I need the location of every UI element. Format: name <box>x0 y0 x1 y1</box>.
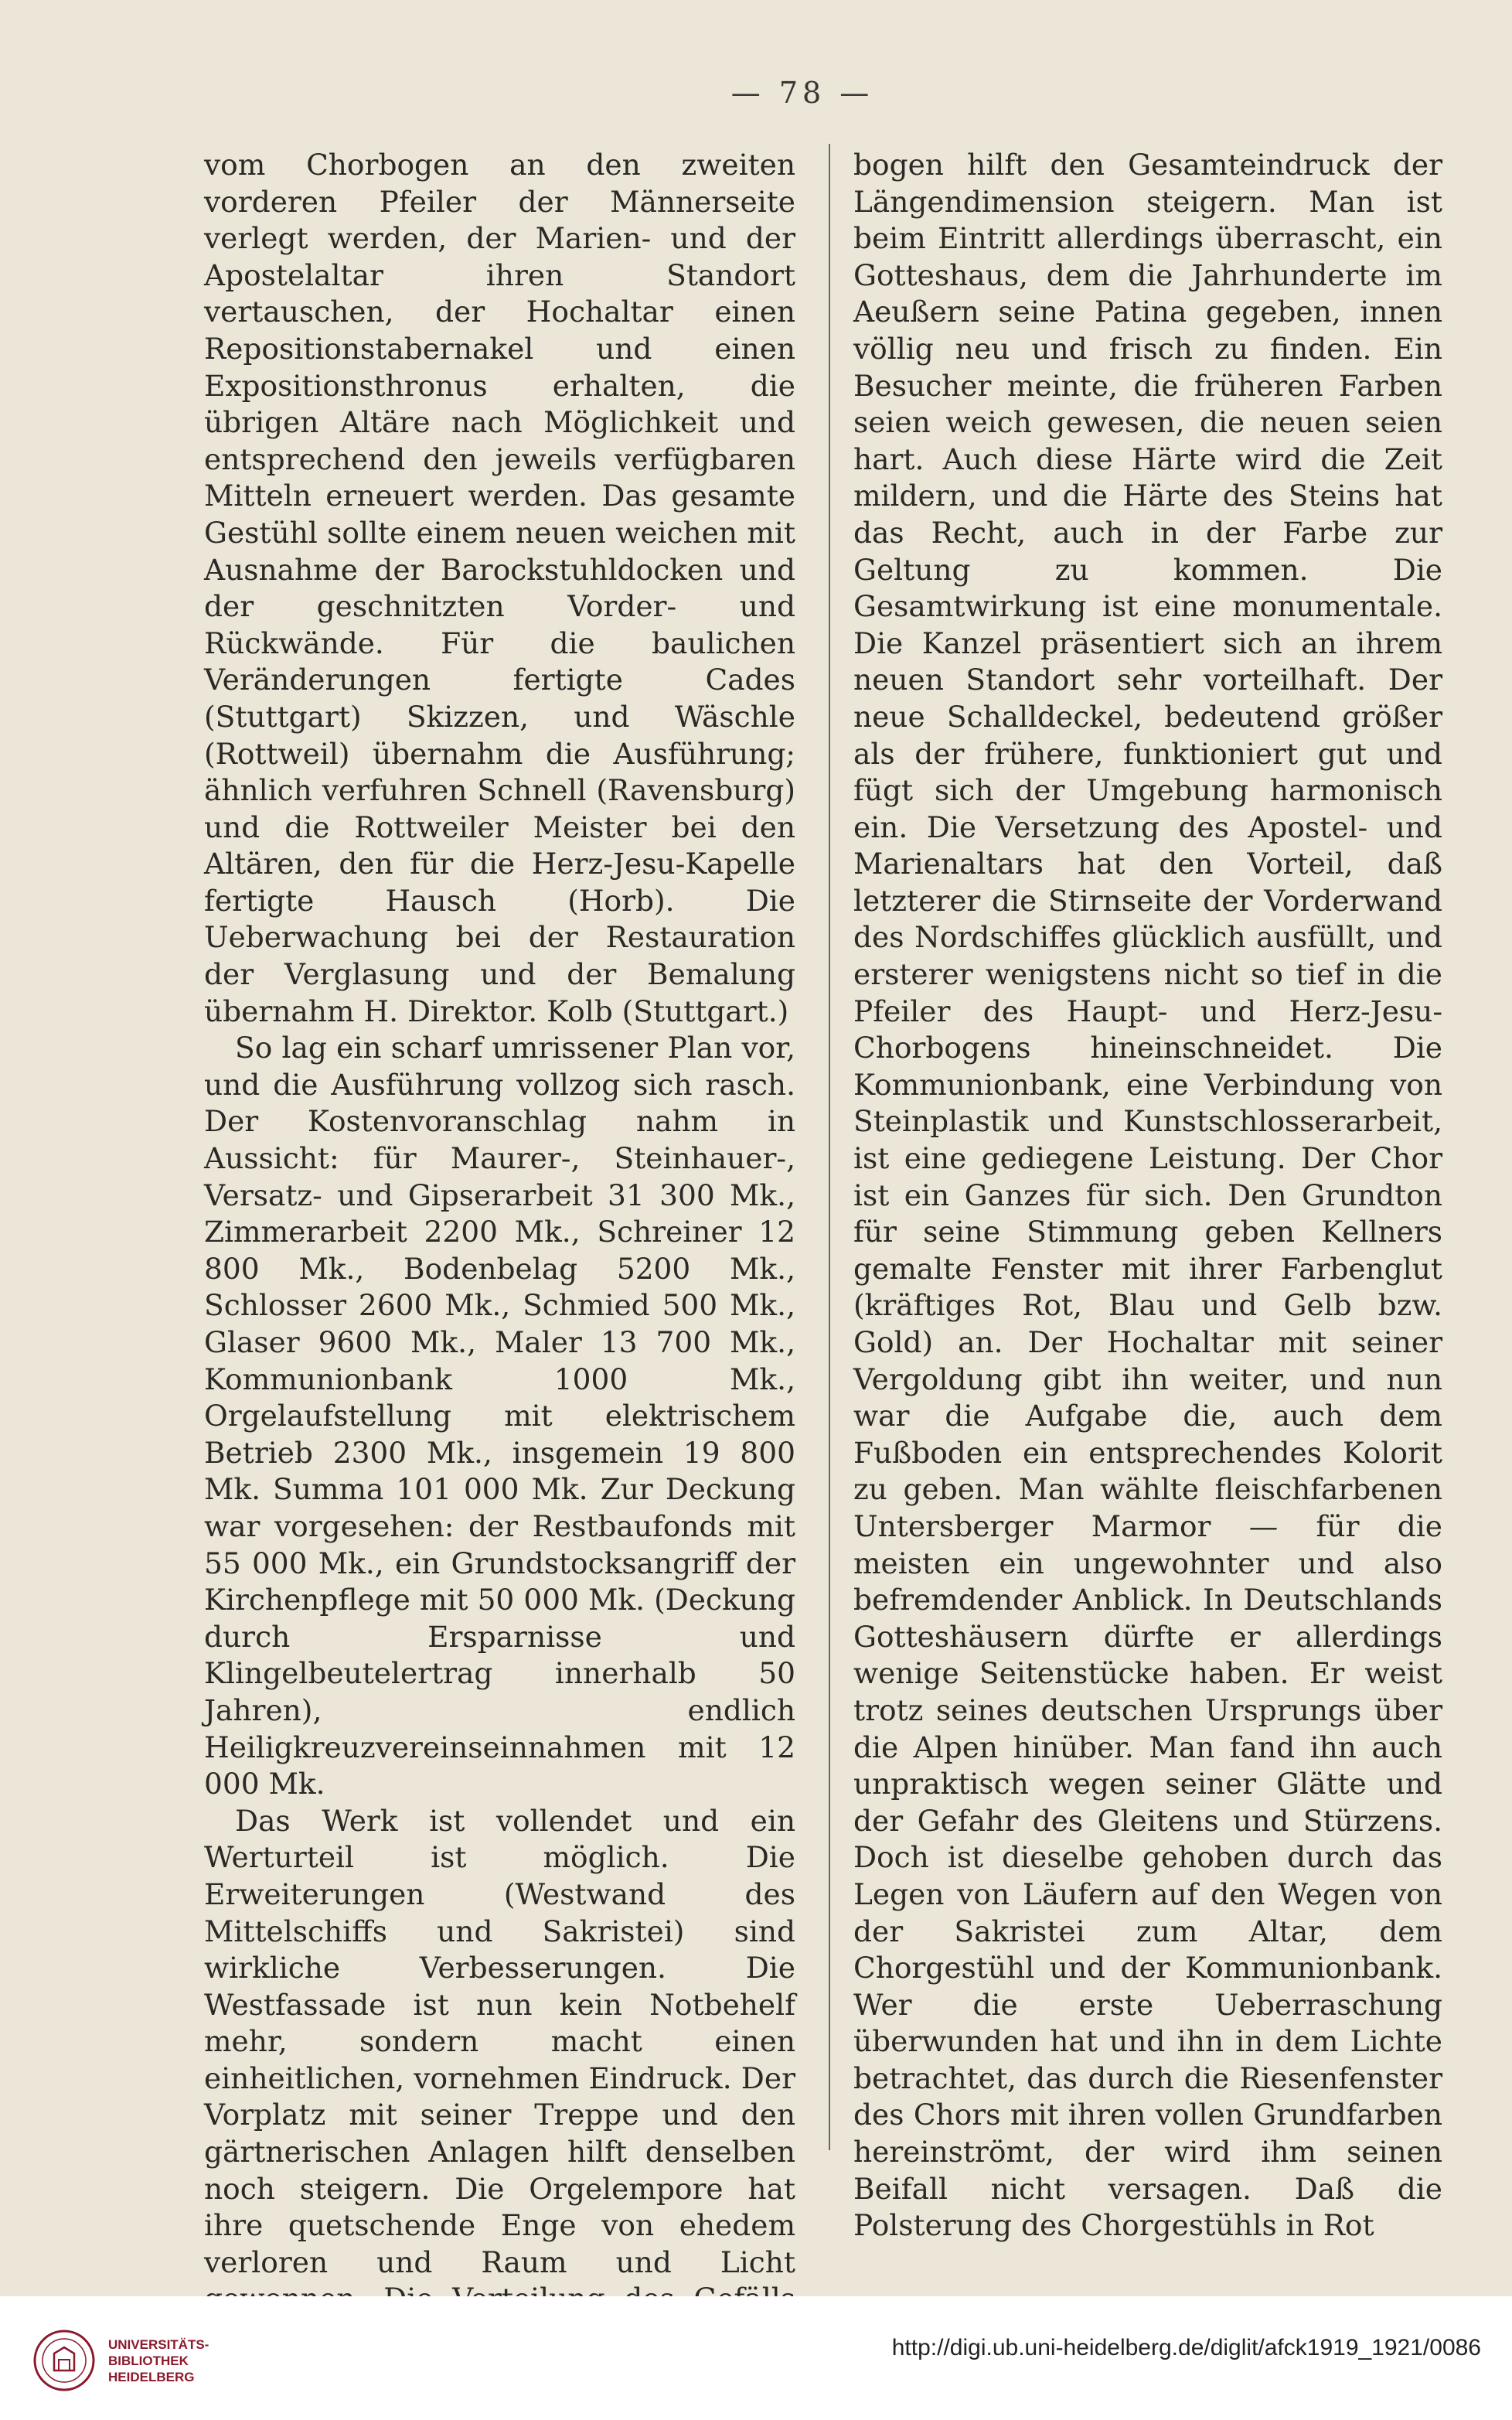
library-name-line: BIBLIOTHEK <box>108 2354 189 2368</box>
left-column <box>204 147 795 2279</box>
library-name-line: HEIDELBERG <box>108 2370 195 2384</box>
library-name-line: UNIVERSITÄTS- <box>108 2337 209 2352</box>
paragraph: vom Chorbogen an den zweiten vorderen Pfeiler der Männerseite verlegt werden, der Marien- und der Apostelaltar ihren Standort vertauschen, der Hochaltar einen Repositionstabernakel und einen Expositionsthronus erhalten, die übrigen Altäre nach Möglichkeit und entsprechend den jeweils verfügbaren Mitteln erneuert werden. Das gesamte Gestühl sollte einem neuen weichen mit Ausnahme der Barockstuhldocken und der geschnitzten Vorder- und Rückwände. Für die baulichen Veränderungen fertigte Cades (Stuttgart) Skizzen, und Wäschle (Rottweil) übernahm die Ausführung; ähnlich verfuhren Schnell (Ravensburg) und die Rottweiler Meister bei den Altären, den für die Herz-Jesu-Kapelle fertigte Hausch (Horb). Die Ueberwachung bei der Restauration der Verglasung und der Bemalung übernahm H. Direktor. Kolb (Stuttgart.) <box>204 148 795 1028</box>
paragraph: So lag ein scharf umrissener Plan vor, und die Ausführung vollzog sich rasch. Der Kostenvoranschlag nahm in Aussicht: für Maurer-, Steinhauer-, Versatz- und Gipserarbeit 31 300 Mk., Zimmerarbeit 2200 Mk., Schreiner 12 800 Mk., Bodenbelag 5200 Mk., Schlosser 2600 Mk., Schmied 500 Mk., Glaser 9600 Mk., Maler 13 700 Mk., Kommunionbank 1000 Mk., Orgelaufstellung mit elektrischem Betrieb 2300 Mk., insgemein 19 800 Mk. Summa 101 000 Mk. Zur Deckung war vorgesehen: der Restbaufonds mit 55 000 Mk., ein Grundstocksangriff der Kirchenpflege mit 50 000 Mk. (Deckung durch Ersparnisse und Klingelbeutelertrag innerhalb 50 Jahren), endlich Heiligkreuzvereinseinnahmen mit 12 000 Mk. <box>204 1031 795 1801</box>
paragraph: Das Werk ist vollendet und ein Werturteil ist möglich. Die Erweiterungen (Westwand des Mittelschiffs und Sakristei) sind wirkliche Verbesserungen. Die Westfassade ist nun kein Notbehelf mehr, sondern macht einen einheitlichen, vornehmen Eindruck. Der Vorplatz mit seiner Treppe und den gärtnerischen Anlagen hilft denselben noch steigern. Die Orgelempore hat ihre quetschende Enge von ehedem verloren und Raum und Licht <box>204 1803 795 2279</box>
library-name <box>108 2336 209 2385</box>
page-number: — 78 — <box>730 76 874 110</box>
university-seal-icon <box>31 2327 97 2394</box>
right-column <box>853 147 1442 2243</box>
footer-bar <box>0 2296 1512 2420</box>
paragraph: bogen hilft den Gesamteindruck der Längendimension steigern. Man ist beim Eintritt allerdings überrascht, ein Gotteshaus, dem die Jahrhunderte im Aeußern seine Patina gegeben, innen völlig neu und frisch zu finden. Ein Besucher meinte, die früheren Farben seien weich gewesen, die neuen seien hart. Auch diese Härte wird die Zeit mildern, und die Härte des Steins hat das Recht, auch in der Farbe zur Geltung zu kommen. Die Gesamtwirkung ist eine monumentale. Die Kanzel präsentiert sich an ihrem neuen Standort sehr vorteilhaft. Der neue Schalldeckel, bedeutend größer als der frühere, funktioniert gut und fügt sich der Umgebung harmonisch ein. Die Versetzung des Apostel- und Marienaltars hat den Vorteil, daß letzterer die Stirnseite der Vorderwand des Nordschiffes glücklich ausfüllt, und ersterer wenigstens nicht so tief in die Pfeiler des Haupt- und Herz-Jesu-Chorbogens hineinschneidet. Die Kommunionbank, eine Verbindung von Steinplastik und Kunstschlosserarbeit, ist eine gediegene Leistung. Der Chor ist ein Ganzes für sich. Den Grundton für seine Stimmung geben Kellners gemalte Fenster mit ihrer Farbenglut (kräftiges Rot, Blau und Gelb bzw. Gold) an. Der Hochaltar mit seiner Vergoldung gibt ihn weiter, und nun war die Aufgabe die, auch dem Fußboden ein entsprechendes Kolorit zu geben. Man wählte fleischfarbenen Untersberger Marmor — für die meisten ein ungewohnter und also befremdender Anblick. In Deutschlands Gotteshäusern dürfte er allerdings wenige Seitenstücke haben. Er weist trotz seines deutschen Ursprungs über die Alpen hinüber. Man fand ihn auch unpraktisch wegen seiner Glätte und der Gefahr des Gleitens und Stürzens. Doch ist dieselbe gehoben durch das Legen von Läufern auf den Wegen von der Sakristei zum Altar, dem Chorgestühl und der Kommunionbank. Wer die erste Ueberraschung überwunden hat und ihn in dem Lichte betrachtet, das durch die Riesenfenster des Chors mit ihren vollen Grundfarben hereinströmt, der wird ihm seinen Beifall nicht versagen. Daß die Polsterung des Chorgestühls in Rot <box>853 148 1442 2243</box>
source-url-link[interactable]: http://digi.ub.uni-heidelberg.de/diglit/afck1919_1921/0086 <box>891 2335 1481 2360</box>
library-logo[interactable] <box>31 2327 247 2397</box>
column-divider <box>829 144 830 2150</box>
